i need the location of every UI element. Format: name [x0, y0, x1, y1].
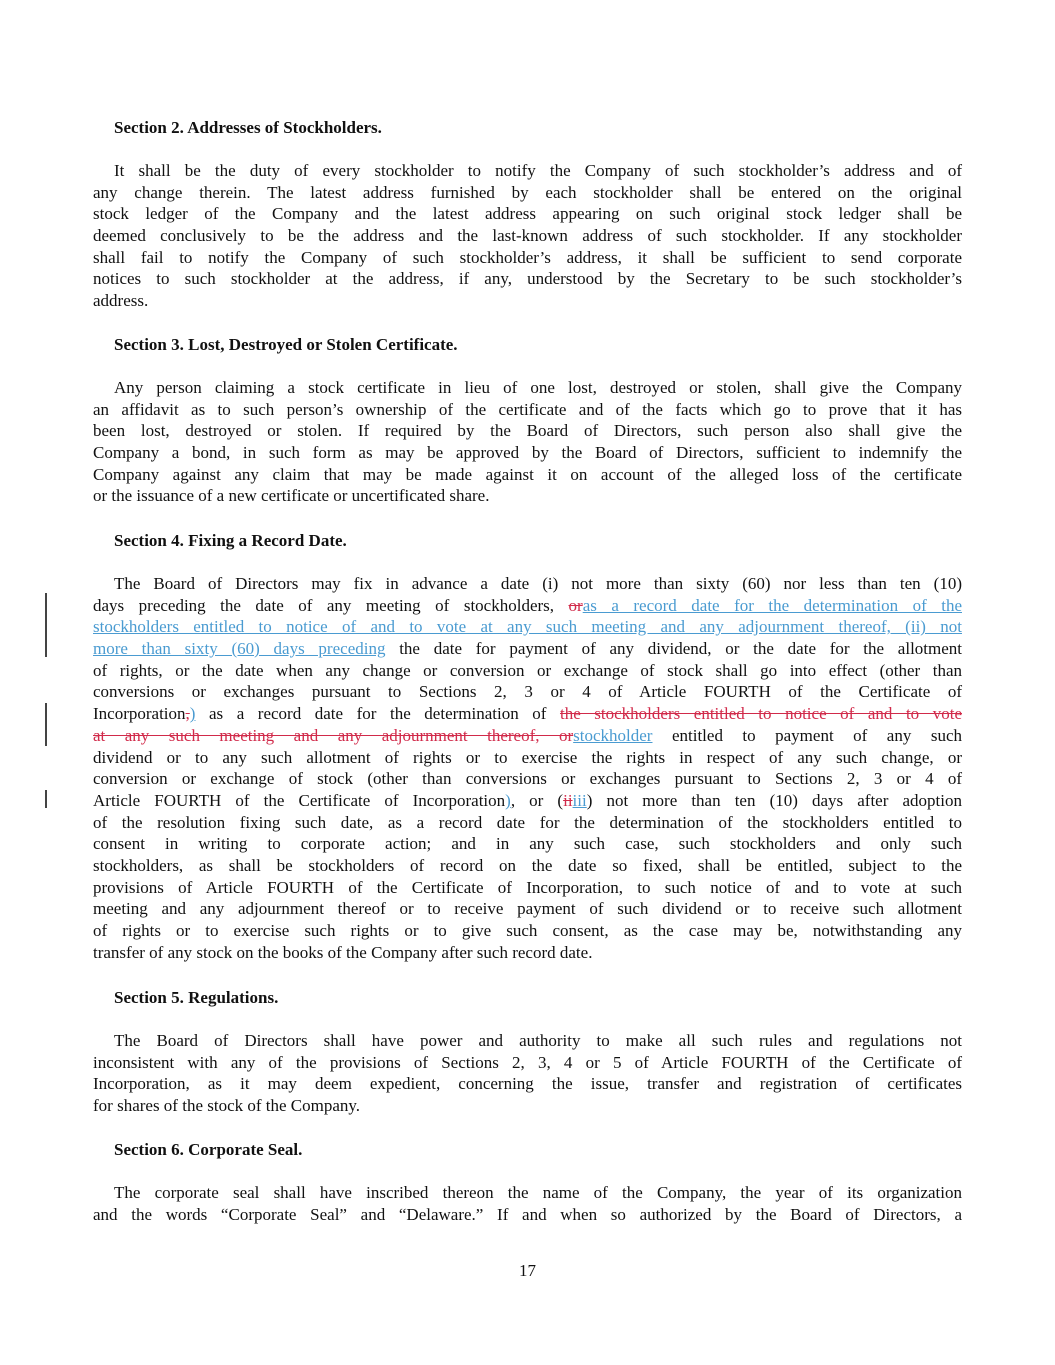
- text-line: [93, 595, 962, 617]
- text-line: deemed conclusively to be the address and the last-known address of such stockholder. If any stockholder: [93, 226, 962, 246]
- text-line: [93, 920, 962, 942]
- text-run: conversions or exchanges pursuant to Sections 2, 3 or 4 of Article FOURTH of the Certificate of: [93, 682, 962, 702]
- text-line: [93, 573, 962, 595]
- text-line: [93, 833, 962, 855]
- tracked-insertion: ): [189, 704, 196, 724]
- tracked-insertion: ): [505, 790, 511, 810]
- text-run: of the resolution fixing such date, as a record date for the determination of the stockholders entitled to: [93, 812, 962, 832]
- text-run: days preceding the date of any meeting of stockholders,: [93, 595, 569, 615]
- text-line: [93, 877, 962, 899]
- section-heading: Section 4. Fixing a Record Date.: [114, 531, 347, 550]
- text-run: , or (: [510, 790, 564, 810]
- text-run: provisions of Article FOURTH of the Certificate of Incorporation, to such notice of and to vote at such: [93, 877, 962, 897]
- text-line: notices to such stockholder at the address, if any, understood by the Secretary to be such stockholder’s: [93, 269, 962, 289]
- tracked-deletion: at any such meeting and any adjournment thereof, or: [93, 725, 574, 745]
- text-line: Company a bond, in such form as may be approved by the Board of Directors, sufficient to indemnify the: [93, 443, 962, 463]
- text-line: The Board of Directors shall have power and authority to make all such rules and regulations not: [114, 1031, 962, 1050]
- text-line: inconsistent with any of the provisions of Sections 2, 3, 4 or 5 of Article FOURTH of the Certificate of: [93, 1052, 962, 1072]
- text-run: stockholders, as shall be stockholders of record on the date so fixed, shall be entitled, subject to the: [93, 855, 962, 875]
- text-run: Incorporation: [93, 704, 186, 724]
- text-run: of rights, or the date when any change or conversion or exchange of stock shall go into effect (other than: [93, 660, 962, 680]
- text-line: [93, 638, 962, 660]
- section-2-paragraph: [93, 160, 962, 312]
- text-line: or the issuance of a new certificate or uncertificated share.: [93, 486, 490, 506]
- text-line: shall fail to notify the Company of such stockholder’s address, it shall be sufficient to send corporate: [93, 247, 962, 267]
- change-bar: [45, 593, 47, 657]
- change-bar: [45, 790, 47, 808]
- text-line: [93, 747, 962, 769]
- text-line: any change therein. The latest address furnished by each stockholder shall be entered on the original: [93, 182, 962, 202]
- tracked-insertion: as a record date for the determination of the: [582, 595, 962, 615]
- section-6-paragraph: [93, 1182, 962, 1225]
- text-line: [93, 942, 962, 964]
- change-bar: [45, 703, 47, 746]
- text-run: consent in writing to corporate action; and in any such case, such stockholders and only such: [93, 834, 962, 854]
- text-line: and the words “Corporate Seal” and “Delaware.” If and when so authorized by the Board of Directors, a: [93, 1204, 962, 1224]
- section-heading: Section 2. Addresses of Stockholders.: [114, 118, 382, 137]
- text-run: the date for payment of any dividend, or the date for the allotment: [385, 639, 963, 659]
- text-run: of rights or to exercise such rights or to give such consent, as the case may be, notwithstanding any: [93, 921, 962, 940]
- text-line: Any person claiming a stock certificate in lieu of one lost, destroyed or stolen, shall give the Company: [114, 378, 962, 397]
- text-line: Incorporation, as it may deem expedient, concerning the issue, transfer and registration of certificates: [93, 1074, 962, 1094]
- tracked-deletion: or: [568, 595, 583, 615]
- tracked-insertion: iii: [572, 790, 587, 810]
- text-run: ) not more than ten (10) days after adoption: [586, 790, 962, 810]
- text-line: [93, 812, 962, 834]
- text-line: [93, 790, 962, 812]
- text-line: stock ledger of the Company and the latest address appearing on such original stock ledger shall be: [93, 204, 962, 224]
- text-line: Company against any claim that may be made against it on account of the alleged loss of the certificate: [93, 464, 962, 484]
- text-line: [93, 768, 962, 790]
- text-run: transfer of any stock on the books of the Company after such record date.: [93, 942, 593, 962]
- tracked-insertion: stockholder: [573, 725, 653, 745]
- text-line: an affidavit as to such person’s ownership of the certificate and of the facts which go to prove that it has: [93, 399, 962, 419]
- text-line: [93, 725, 962, 747]
- text-run: Article FOURTH of the Certificate of Incorporation: [93, 790, 506, 810]
- text-line: address.: [93, 291, 149, 311]
- section-5-paragraph: [93, 1030, 962, 1117]
- text-run: as a record date for the determination of: [195, 704, 560, 724]
- section-heading: Section 3. Lost, Destroyed or Stolen Certificate.: [114, 335, 458, 354]
- text-run: dividend or to any such allotment of rights or to exercise the rights in respect of any such change, or: [93, 747, 962, 767]
- text-line: [93, 660, 962, 682]
- tracked-deletion: ii: [563, 790, 573, 810]
- section-3-paragraph: [93, 377, 962, 507]
- text-line: [93, 681, 962, 703]
- section-4-paragraph: [93, 573, 962, 963]
- text-line: [93, 616, 962, 638]
- section-heading: Section 6. Corporate Seal.: [114, 1140, 303, 1159]
- text-line: [93, 703, 962, 725]
- text-line: The corporate seal shall have inscribed thereon the name of the Company, the year of its organization: [114, 1183, 962, 1202]
- tracked-insertion: more than sixty (60) days preceding: [93, 639, 386, 659]
- text-line: been lost, destroyed or stolen. If required by the Board of Directors, such person also shall give the: [93, 421, 962, 441]
- text-line: for shares of the stock of the Company.: [93, 1096, 361, 1116]
- tracked-deletion: ,: [185, 704, 190, 724]
- text-line: [93, 855, 962, 877]
- text-line: [93, 898, 962, 920]
- tracked-deletion: the stockholders entitled to notice of and to vote: [559, 704, 962, 724]
- page-number: 17: [519, 1261, 536, 1280]
- text-run: The Board of Directors may fix in advance a date (i) not more than sixty (60) nor less than ten (10): [114, 574, 962, 593]
- text-run: entitled to payment of any such: [652, 725, 962, 745]
- text-line: It shall be the duty of every stockholder to notify the Company of such stockholder’s address and of: [114, 161, 962, 180]
- text-run: conversion or exchange of stock (other than conversions or exchanges pursuant to Sections 2, 3 or 4 of: [93, 769, 962, 789]
- tracked-insertion: stockholders entitled to notice of and to vote at any such meeting and any adjournment thereof, (ii) not: [93, 617, 962, 637]
- text-run: meeting and any adjournment thereof or to receive payment of such dividend or to receive such allotment: [93, 899, 962, 919]
- section-heading: Section 5. Regulations.: [114, 988, 279, 1007]
